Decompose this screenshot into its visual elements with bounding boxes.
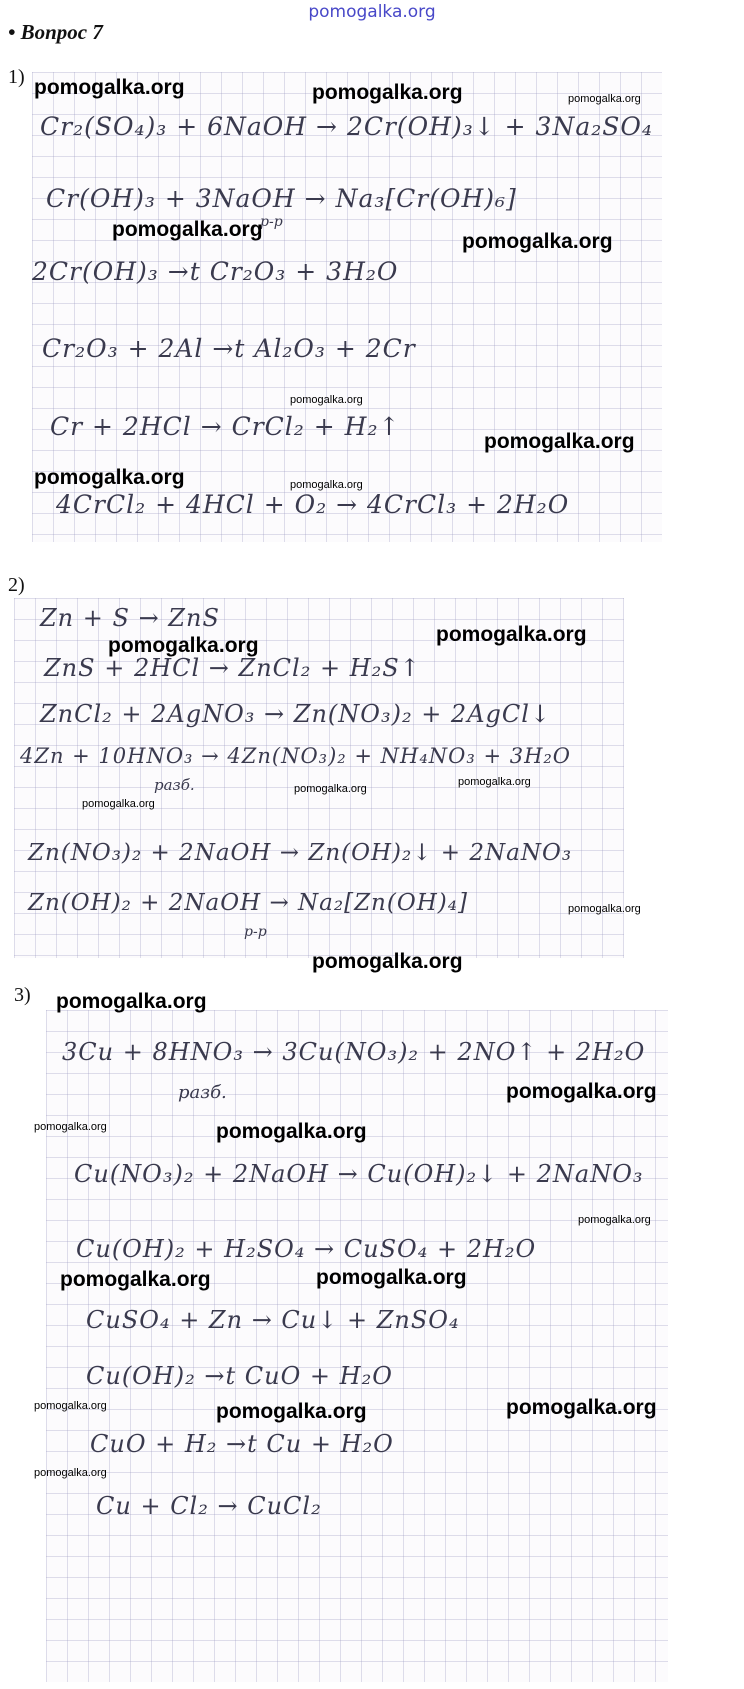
watermark: pomogalka.org — [436, 623, 587, 646]
equation: 4Zn + 10HNO₃ → 4Zn(NO₃)₂ + NH₄NO₃ + 3H₂O — [20, 744, 572, 768]
condition-note: р-р — [244, 924, 267, 940]
equation: Cu(OH)₂ + H₂SO₄ → CuSO₄ + 2H₂O — [76, 1235, 537, 1263]
equation: CuSO₄ + Zn → Cu↓ + ZnSO₄ — [86, 1306, 460, 1334]
part-3-label: 3) — [14, 984, 31, 1006]
equation: CuO + H₂ →t Cu + H₂O — [90, 1430, 394, 1458]
site-header-logo[interactable]: pomogalka.org — [308, 2, 436, 22]
equation: ZnCl₂ + 2AgNO₃ → Zn(NO₃)₂ + 2AgCl↓ — [40, 700, 552, 728]
watermark: pomogalka.org — [34, 466, 185, 489]
equation: 3Cu + 8HNO₃ → 3Cu(NO₃)₂ + 2NO↑ + 2H₂O — [62, 1038, 646, 1066]
equation: Zn(OH)₂ + 2NaOH → Na₂[Zn(OH)₄] — [28, 890, 468, 916]
watermark: pomogalka.org — [458, 776, 531, 788]
condition-note: разб. — [154, 776, 195, 794]
equation: Cu(NO₃)₂ + 2NaOH → Cu(OH)₂↓ + 2NaNO₃ — [74, 1160, 644, 1188]
watermark: pomogalka.org — [34, 1400, 107, 1412]
watermark: pomogalka.org — [82, 798, 155, 810]
equation: 2Cr(OH)₃ →t Cr₂O₃ + 3H₂O — [32, 257, 399, 286]
watermark: pomogalka.org — [112, 218, 263, 241]
equation: Cr₂(SO₄)₃ + 6NaOH → 2Cr(OH)₃↓ + 3Na₂SO₄ — [40, 112, 653, 141]
equation: Cr₂O₃ + 2Al →t Al₂O₃ + 2Cr — [42, 334, 416, 363]
watermark: pomogalka.org — [506, 1080, 657, 1103]
watermark: pomogalka.org — [568, 903, 641, 915]
equation: Cu + Cl₂ → CuCl₂ — [96, 1492, 322, 1520]
watermark: pomogalka.org — [312, 81, 463, 104]
watermark: pomogalka.org — [34, 1121, 107, 1133]
watermark: pomogalka.org — [462, 230, 613, 253]
watermark: pomogalka.org — [568, 93, 641, 105]
equation: Zn + S → ZnS — [40, 604, 220, 632]
equation: Cr + 2HCl → CrCl₂ + H₂↑ — [50, 412, 401, 441]
watermark: pomogalka.org — [34, 1467, 107, 1479]
watermark: pomogalka.org — [290, 394, 363, 406]
equation: Cr(OH)₃ + 3NaOH → Na₃[Cr(OH)₆] — [46, 184, 517, 213]
part-2-handwritten-sheet — [14, 598, 624, 958]
watermark: pomogalka.org — [578, 1214, 651, 1226]
part-1-label: 1) — [8, 66, 25, 88]
watermark: pomogalka.org — [294, 783, 367, 795]
watermark: pomogalka.org — [216, 1400, 367, 1423]
condition-note: р-р — [260, 214, 283, 230]
watermark: pomogalka.org — [34, 76, 185, 99]
watermark: pomogalka.org — [312, 950, 463, 973]
watermark: pomogalka.org — [216, 1120, 367, 1143]
watermark: pomogalka.org — [506, 1396, 657, 1419]
condition-note: разб. — [178, 1082, 227, 1103]
equation: 4CrCl₂ + 4HCl + O₂ → 4CrCl₃ + 2H₂O — [56, 490, 570, 519]
watermark: pomogalka.org — [56, 990, 207, 1013]
watermark: pomogalka.org — [60, 1268, 211, 1291]
part-2-label: 2) — [8, 574, 25, 596]
question-title: • Вопрос 7 — [8, 20, 103, 44]
watermark: pomogalka.org — [316, 1266, 467, 1289]
watermark: pomogalka.org — [484, 430, 635, 453]
watermark: pomogalka.org — [108, 634, 259, 657]
part-3-handwritten-sheet — [46, 1010, 668, 1682]
equation: Cu(OH)₂ →t CuO + H₂O — [86, 1362, 393, 1390]
watermark: pomogalka.org — [290, 479, 363, 491]
equation: ZnS + 2HCl → ZnCl₂ + H₂S↑ — [44, 654, 421, 682]
equation: Zn(NO₃)₂ + 2NaOH → Zn(OH)₂↓ + 2NaNO₃ — [28, 840, 573, 866]
